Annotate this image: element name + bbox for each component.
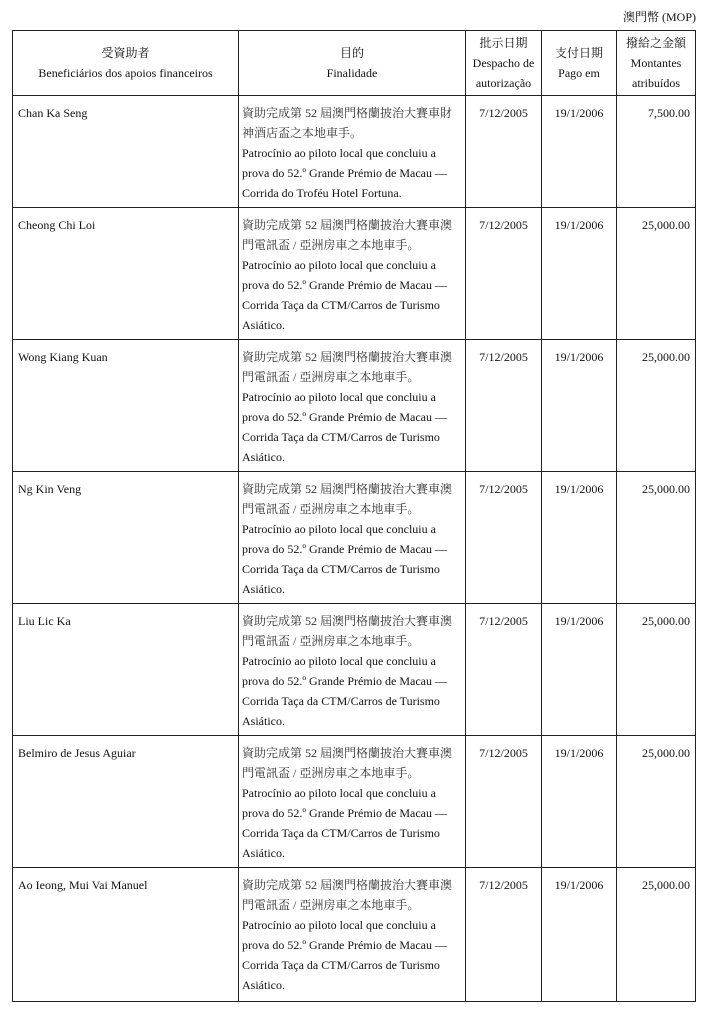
currency-label: 澳門幣 (MOP) (622, 10, 696, 24)
table-row (13, 736, 696, 868)
purpose-pt: Patrocínio ao piloto local que concluiu a prova do 52.º Grande Prémio de Macau — Corrida do Troféu Hotel Fortuna. (242, 146, 447, 200)
header-purpose-pt: Finalidade (326, 66, 378, 80)
header-beneficiary (13, 31, 239, 96)
paid-date: 19/1/2006 (542, 736, 617, 868)
header-paid-pt: Pago em (558, 66, 600, 80)
purpose-zh: 資助完成第 52 屆澳門格蘭披治大賽車澳門電訊盃 / 亞洲房車之本地車手。 (242, 614, 453, 648)
subsidy-table (12, 30, 696, 1002)
amount: 25,000.00 (617, 208, 696, 340)
amount: 7,500.00 (617, 96, 696, 208)
table-row (13, 604, 696, 736)
purpose-zh: 資助完成第 52 屆澳門格蘭披治大賽車澳門電訊盃 / 亞洲房車之本地車手。 (242, 350, 453, 384)
header-auth-zh: 批示日期 (479, 36, 528, 50)
header-paid-zh: 支付日期 (554, 46, 603, 60)
auth-date: 7/12/2005 (466, 208, 542, 340)
purpose-pt: Patrocínio ao piloto local que concluiu a prova do 52.º Grande Prémio de Macau — Corrida Taça da CTM/Carros de Turismo Asiático. (242, 390, 447, 464)
amount: 25,000.00 (617, 340, 696, 472)
purpose-pt: Patrocínio ao piloto local que concluiu a prova do 52.º Grande Prémio de Macau — Corrida Taça da CTM/Carros de Turismo Asiático. (242, 786, 447, 860)
purpose-pt: Patrocínio ao piloto local que concluiu a prova do 52.º Grande Prémio de Macau — Corrida Taça da CTM/Carros de Turismo Asiático. (242, 654, 447, 728)
header-amount-zh: 撥給之金額 (625, 36, 686, 50)
auth-date: 7/12/2005 (466, 868, 542, 1002)
header-amount-pt1: Montantes (630, 56, 682, 70)
purpose-pt: Patrocínio ao piloto local que concluiu a prova do 52.º Grande Prémio de Macau — Corrida Taça da CTM/Carros de Turismo Asiático. (242, 522, 447, 596)
beneficiary-name: Ao Ieong, Mui Vai Manuel (13, 868, 239, 1002)
auth-date: 7/12/2005 (466, 736, 542, 868)
table-row (13, 868, 696, 1002)
amount: 25,000.00 (617, 604, 696, 736)
table-row (13, 96, 696, 208)
beneficiary-name: Cheong Chi Loi (13, 208, 239, 340)
table-row (13, 472, 696, 604)
header-amount-pt2: atribuídos (632, 76, 680, 90)
paid-date: 19/1/2006 (542, 340, 617, 472)
table-row (13, 208, 696, 340)
purpose-cell (239, 208, 466, 340)
paid-date: 19/1/2006 (542, 604, 617, 736)
purpose-pt: Patrocínio ao piloto local que concluiu a prova do 52.º Grande Prémio de Macau — Corrida Taça da CTM/Carros de Turismo Asiático. (242, 258, 447, 332)
header-amount (617, 31, 696, 96)
purpose-cell (239, 472, 466, 604)
purpose-cell (239, 736, 466, 868)
auth-date: 7/12/2005 (466, 472, 542, 604)
header-beneficiary-zh: 受資助者 (101, 46, 150, 60)
header-paid-date (542, 31, 617, 96)
purpose-pt: Patrocínio ao piloto local que concluiu a prova do 52.º Grande Prémio de Macau — Corrida Taça da CTM/Carros de Turismo Asiático. (242, 918, 447, 992)
beneficiary-name: Wong Kiang Kuan (13, 340, 239, 472)
beneficiary-name: Chan Ka Seng (13, 96, 239, 208)
header-purpose (239, 31, 466, 96)
auth-date: 7/12/2005 (466, 340, 542, 472)
purpose-cell (239, 96, 466, 208)
beneficiary-name: Ng Kin Veng (13, 472, 239, 604)
purpose-zh: 資助完成第 52 屆澳門格蘭披治大賽車財神酒店盃之本地車手。 (242, 106, 453, 140)
table-row (13, 340, 696, 472)
table-header (13, 31, 696, 96)
amount: 25,000.00 (617, 472, 696, 604)
amount: 25,000.00 (617, 868, 696, 1002)
beneficiary-name: Belmiro de Jesus Aguiar (13, 736, 239, 868)
paid-date: 19/1/2006 (542, 208, 617, 340)
purpose-cell (239, 340, 466, 472)
purpose-zh: 資助完成第 52 屆澳門格蘭披治大賽車澳門電訊盃 / 亞洲房車之本地車手。 (242, 746, 453, 780)
paid-date: 19/1/2006 (542, 96, 617, 208)
header-beneficiary-pt: Beneficiários dos apoios financeiros (38, 66, 213, 80)
purpose-cell (239, 604, 466, 736)
purpose-zh: 資助完成第 52 屆澳門格蘭披治大賽車澳門電訊盃 / 亞洲房車之本地車手。 (242, 878, 453, 912)
purpose-zh: 資助完成第 52 屆澳門格蘭披治大賽車澳門電訊盃 / 亞洲房車之本地車手。 (242, 482, 453, 516)
paid-date: 19/1/2006 (542, 868, 617, 1002)
header-auth-date (466, 31, 542, 96)
auth-date: 7/12/2005 (466, 96, 542, 208)
header-purpose-zh: 目的 (339, 46, 364, 60)
purpose-zh: 資助完成第 52 屆澳門格蘭披治大賽車澳門電訊盃 / 亞洲房車之本地車手。 (242, 218, 453, 252)
auth-date: 7/12/2005 (466, 604, 542, 736)
paid-date: 19/1/2006 (542, 472, 617, 604)
table-body (13, 96, 696, 1002)
purpose-cell (239, 868, 466, 1002)
amount: 25,000.00 (617, 736, 696, 868)
header-auth-pt2: autorização (475, 76, 532, 90)
beneficiary-name: Liu Lic Ka (13, 604, 239, 736)
header-auth-pt1: Despacho de (472, 56, 535, 70)
